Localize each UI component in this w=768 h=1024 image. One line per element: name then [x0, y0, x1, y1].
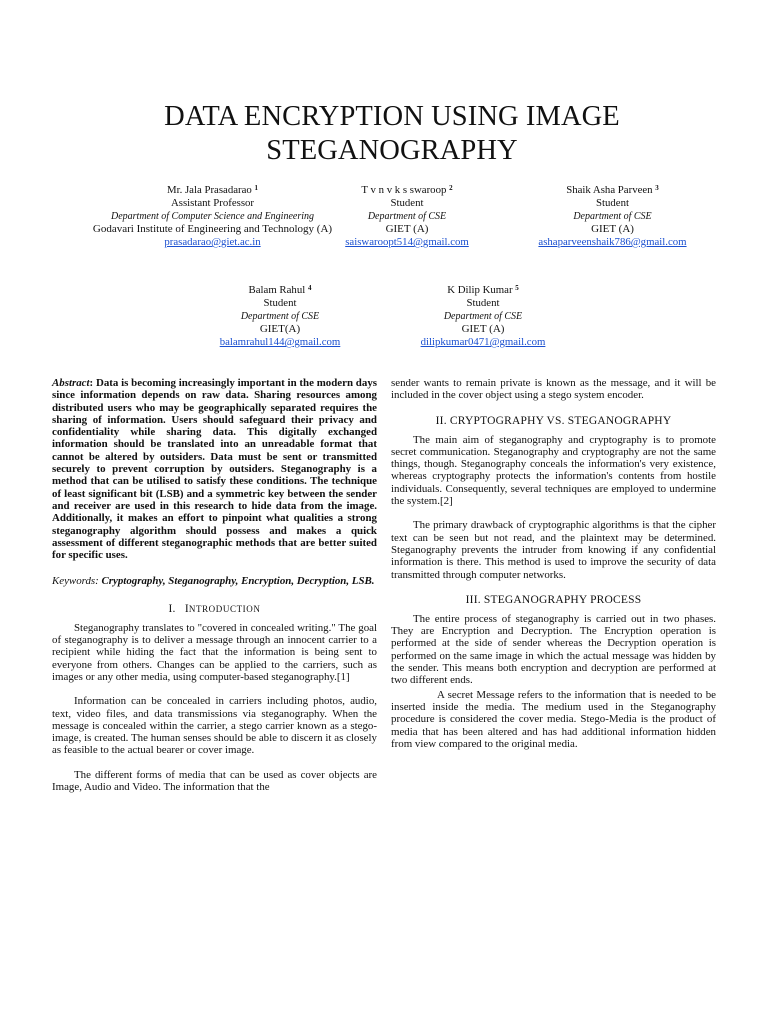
- author-name: T v n v k s swaroop $^2$: [361, 184, 453, 196]
- author-block-5: [388, 282, 578, 349]
- author-email-link[interactable]: prasadarao@giet.ac.in: [164, 236, 261, 248]
- author-email-link[interactable]: balamrahul144@gmail.com: [219, 336, 341, 348]
- paper-title: [100, 100, 684, 168]
- section-heading-stego-process: III. STEGANOGRAPHY PROCESS: [465, 593, 642, 606]
- author-role: Student: [596, 197, 629, 209]
- author-name: Mr. Jala Prasadarao $^1$: [166, 184, 259, 196]
- author-institution: Godavari Institute of Engineering and Technology (A): [92, 223, 333, 235]
- author-block-4: [195, 282, 365, 349]
- author-department: Department of CSE: [240, 311, 320, 322]
- author-role: Assistant Professor: [170, 197, 255, 209]
- section3-paragraph-2: A secret Message refers to the information that is needed to be inserted inside the media. The medium used in the Steganography procedure is considered the cover media. Stego-Media is the product of media that has been altered and has had additional information hidden from view compared to the original media.: [391, 688, 716, 750]
- author-institution: GIET (A): [385, 223, 429, 235]
- section-heading-introduction: I. INTRODUCTION: [168, 602, 261, 615]
- author-name: K Dilip Kumar $^5$: [447, 284, 519, 296]
- section3-paragraph-1: The entire process of steganography is carried out in two phases. They are Encryption and Decryption. The Encryption operation is performed at the side of sender whereas the Decryption operation is performed on the same image in which the actual message was hidden by the sender. This means both encryption and decryption are performed at two different ends.: [391, 612, 716, 687]
- left-column: [52, 377, 377, 793]
- author-institution: GIET(A): [259, 323, 301, 335]
- author-department: Department of CSE: [367, 211, 447, 222]
- author-block-2: [312, 182, 502, 249]
- intro-paragraph-1: Steganography translates to "covered in concealed writing." The goal of steganography is to deliver a message through an innocent carrier to a recipient while hiding the fact that the information is being sent to everyone from others. Changes can be applied to the carriers, such as images or any other media, using computer-based steganography.[1]: [52, 621, 377, 683]
- title-line-2: STEGANOGRAPHY: [266, 135, 518, 166]
- intro-paragraph-3-continued: sender wants to remain private is known as the message, and it will be included in the cover object using a stego system encoder.: [391, 377, 716, 402]
- keywords-text: Cryptography, Steganography, Encryption, Decryption, LSB.: [98, 575, 375, 588]
- author-name: Shaik Asha Parveen $^3$: [566, 184, 659, 196]
- author-department: Department of CSE: [573, 211, 652, 222]
- keywords-label: Keywords:: [52, 575, 99, 588]
- right-column: [391, 377, 716, 750]
- author-email-link[interactable]: saiswaroopt514@gmail.com: [345, 236, 469, 248]
- title-line-1: DATA ENCRYPTION USING IMAGE: [164, 101, 620, 132]
- author-email-link[interactable]: dilipkumar0471@gmail.com: [420, 336, 546, 348]
- intro-paragraph-2: Information can be concealed in carriers including photos, audio, text, video files, and data transmissions via steganography. When the message is concealed within the carrier, a stego carrier known as a stego-image, is created. The human senses should be able to discern it as closely as feasible to the actual bearer or cover image.: [52, 695, 377, 757]
- section-heading-crypto-vs-stego: II. CRYPTOGRAPHY VS. STEGANOGRAPHY: [435, 414, 672, 427]
- author-department: Department of Computer Science and Engineering: [110, 211, 314, 222]
- author-institution: GIET (A): [461, 323, 505, 335]
- author-block-3: [510, 182, 715, 249]
- abstract-text: Data is becoming increasingly important in the modern days since information depends on raw data. Sharing resources among distributed users who may be geographically separated requires the sharing of information. Users should safeguard their privacy and confidentiality while sharing data. This digitally exchanged information should be translated into an unreadable format that cannot be altered by outsiders. Data must be sent or transmitted securely to prevent corruption by outsiders. Steganography is a method that can be utilised to satisfy these conditions. The technique of least significant bit (LSB) and a symmetric key between the sender and receiver are used in this research to hide data from the image. Additionally, it makes an effort to pinpoint what qualities a strong steganography algorithm should possess and makes a quick assessment of different steganographic methods that are better suited for specific uses.: [52, 377, 377, 562]
- author-department: Department of CSE: [443, 311, 523, 322]
- intro-paragraph-3: The different forms of media that can be used as cover objects are Image, Audio and Video. The information that the: [52, 768, 377, 794]
- author-role: Student: [390, 197, 424, 209]
- author-institution: GIET (A): [591, 223, 634, 235]
- author-role: Student: [263, 297, 297, 309]
- section2-paragraph-1: The main aim of steganography and cryptography is to promote secret communication. Steganography and cryptography are not the same things, though. Steganography conceals the information's very existence, whereas cryptography protects the information's contents from hostile individuals. Consequently, several techniques are employed to undermine the system.[2]: [391, 433, 716, 508]
- author-role: Student: [466, 297, 500, 309]
- keywords: [52, 575, 377, 587]
- section2-paragraph-2: The primary drawback of cryptographic algorithms is that the cipher text can be seen but not read, and the plaintext may be determined. Steganography prevents the intruder from knowing if any confidential information is there. This method is used to improve the security of data transmitted through computer networks.: [391, 519, 716, 581]
- author-name: Balam Rahul $^4$: [248, 284, 312, 296]
- abstract: Abstract: Data is becoming increasingly important in the modern days since information depends on raw data. Sharing resources among distributed users who may be geographically separated requires the sharing of information. Users should safeguard their privacy and confidentiality while sharing data. This digitally exchanged information should be translated into an unreadable format that cannot be altered by outsiders. Data must be sent or transmitted securely to prevent corruption by outsiders. Steganography is a method that can be utilised to satisfy these conditions. The technique of least significant bit (LSB) and a symmetric key between the sender and receiver are used in this research to hide data from the image. Additionally, it makes an effort to pinpoint what qualities a strong steganography algorithm should possess and makes a quick assessment of different steganographic methods that are better suited for specific uses.: [52, 377, 377, 562]
- author-email-link[interactable]: ashaparveenshaik786@gmail.com: [538, 236, 687, 248]
